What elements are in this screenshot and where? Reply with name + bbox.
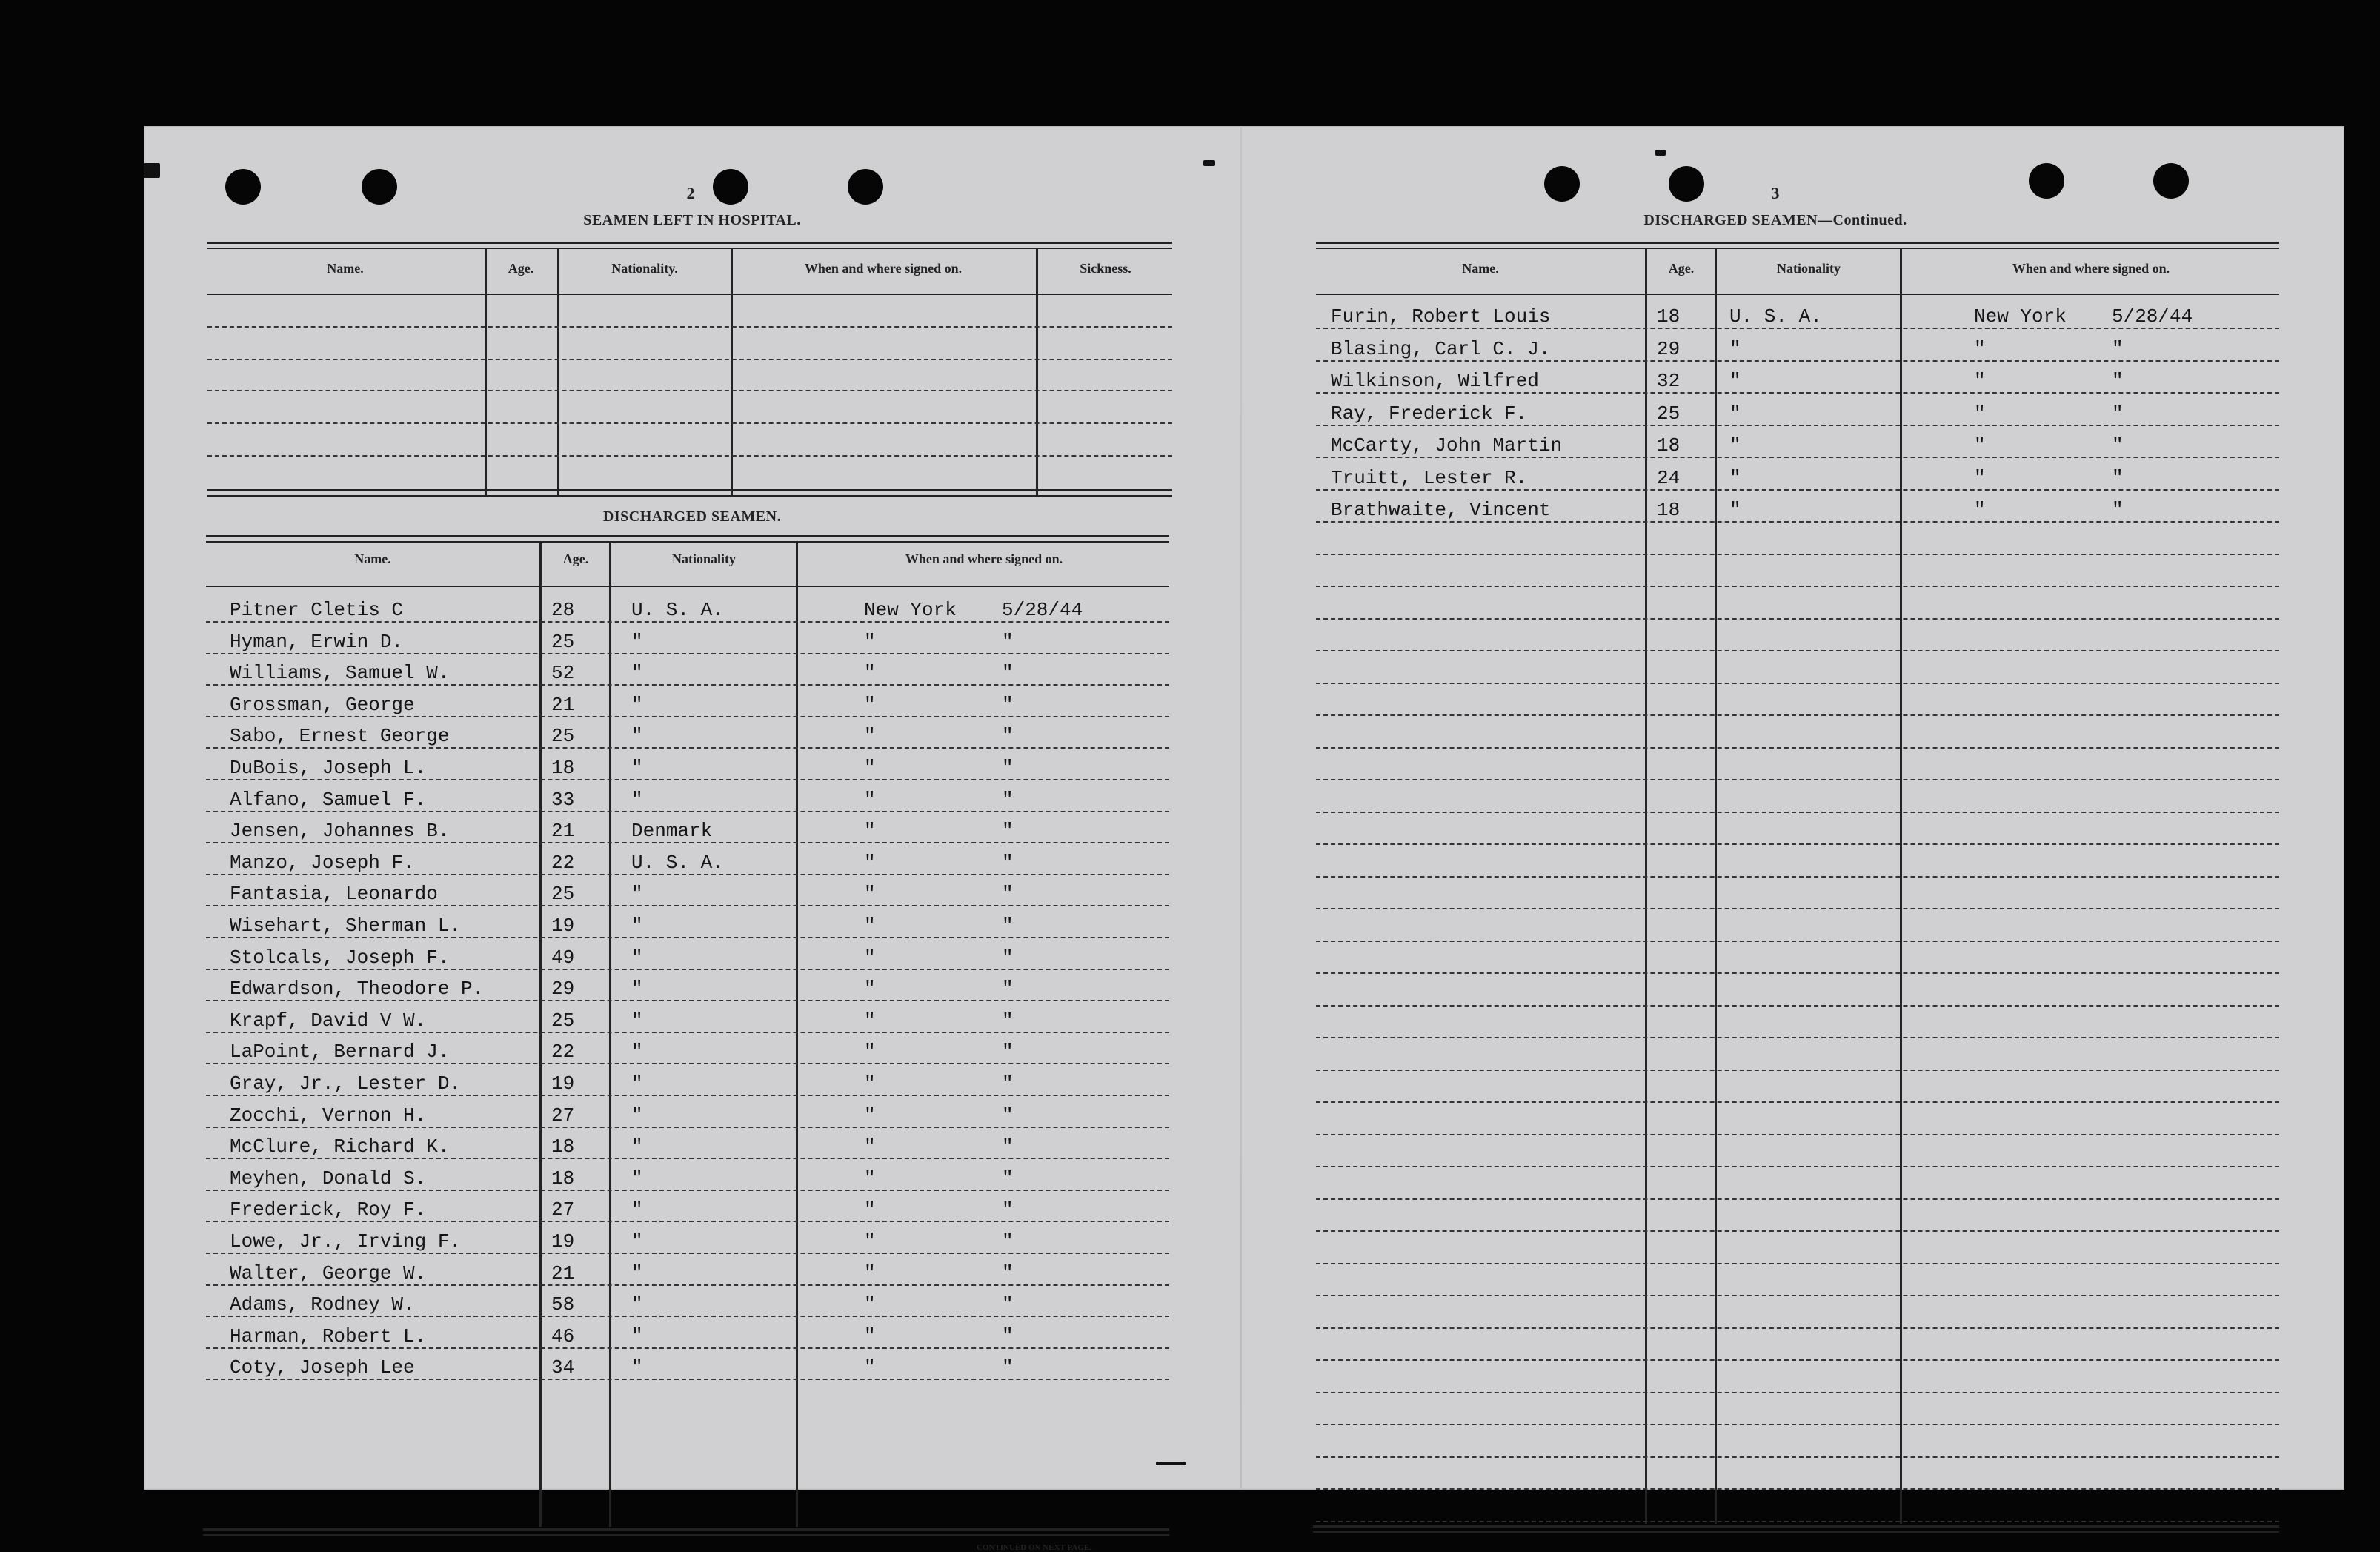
signed-on-date: " <box>2112 434 2124 457</box>
signed-on-place: " <box>864 630 876 653</box>
seaman-nationality: " <box>631 757 643 779</box>
seaman-nationality: " <box>1729 466 1741 489</box>
seaman-age: 34 <box>551 1356 575 1379</box>
row-line <box>1316 618 2279 620</box>
seaman-name: Frederick, Roy F. <box>230 1198 427 1221</box>
seaman-age: 22 <box>551 851 575 874</box>
table-row <box>206 629 1169 654</box>
table-rule <box>206 535 1169 537</box>
seaman-age: 18 <box>551 1135 575 1158</box>
signed-on-place: " <box>864 1324 876 1347</box>
seaman-age: 18 <box>1657 434 1681 457</box>
signed-on-date: " <box>1002 662 1014 685</box>
table-rule <box>207 248 1172 249</box>
table-row <box>1316 433 2279 458</box>
seaman-nationality: " <box>631 725 643 748</box>
row-line <box>1316 876 2279 878</box>
signed-on-place: " <box>1974 402 1986 425</box>
column-divider <box>731 249 733 495</box>
seaman-age: 52 <box>551 662 575 685</box>
row-line <box>1316 1488 2279 1490</box>
seaman-age: 58 <box>551 1293 575 1316</box>
signed-on-date: 5/28/44 <box>1002 599 1083 621</box>
signed-on-date: " <box>1002 725 1014 748</box>
seaman-age: 27 <box>551 1198 575 1221</box>
seaman-age: 46 <box>551 1324 575 1347</box>
signed-on-date: " <box>1002 946 1014 969</box>
seaman-name: McClure, Richard K. <box>230 1135 450 1158</box>
table-row <box>206 1324 1169 1349</box>
seaman-name: Harman, Robert L. <box>230 1324 427 1347</box>
row-line <box>1316 1521 2279 1522</box>
table-row <box>206 1229 1169 1254</box>
seaman-name: Stolcals, Joseph F. <box>230 946 450 969</box>
signed-on-date: " <box>1002 851 1014 874</box>
signed-on-place: " <box>1974 499 1986 521</box>
table-row <box>206 755 1169 780</box>
seaman-name: Brathwaite, Vincent <box>1331 499 1551 521</box>
signed-on-date: 5/28/44 <box>2112 305 2193 328</box>
signed-on-place: " <box>1974 370 1986 392</box>
row-line <box>1316 1327 2279 1329</box>
seaman-age: 21 <box>551 1261 575 1284</box>
signed-on-date: " <box>1002 1293 1014 1316</box>
hospital-section-title: SEAMEN LEFT IN HOSPITAL. <box>583 212 801 228</box>
table-rule <box>1313 1525 2279 1528</box>
seaman-nationality: " <box>631 1324 643 1347</box>
row-line <box>1316 747 2279 749</box>
table-row <box>206 1261 1169 1286</box>
table-row <box>206 1008 1169 1033</box>
header-name: Name. <box>327 261 364 276</box>
table-row <box>206 1197 1169 1222</box>
seaman-nationality: " <box>631 1230 643 1253</box>
signed-on-place: " <box>1974 434 1986 457</box>
signed-on-date: " <box>2112 499 2124 521</box>
signed-on-date: " <box>1002 915 1014 937</box>
seaman-name: Hyman, Erwin D. <box>230 630 404 653</box>
seaman-name: McCarty, John Martin <box>1331 434 1563 457</box>
seaman-name: Furin, Robert Louis <box>1331 305 1551 328</box>
blank-line <box>207 359 1172 360</box>
table-rule <box>207 242 1172 244</box>
header-name: Name. <box>354 551 391 566</box>
seaman-age: 18 <box>1657 305 1681 328</box>
left-page <box>144 126 1240 1552</box>
continued-note: CONTINUED ON NEXT PAGE. <box>977 1543 1091 1552</box>
row-line <box>1316 908 2279 909</box>
seaman-age: 32 <box>1657 370 1681 392</box>
row-line <box>1316 1005 2279 1007</box>
row-line <box>1316 1070 2279 1071</box>
seaman-age: 29 <box>551 978 575 1001</box>
signed-on-date: " <box>1002 1198 1014 1221</box>
seaman-nationality: " <box>631 978 643 1001</box>
seaman-age: 18 <box>551 757 575 779</box>
signed-on-place: " <box>864 725 876 748</box>
header-when-where: When and where signed on. <box>2012 261 2170 276</box>
seaman-name: Alfano, Samuel F. <box>230 788 427 811</box>
seaman-name: Krapf, David V W. <box>230 1009 427 1032</box>
seaman-nationality: " <box>1729 402 1741 425</box>
table-rule <box>203 1534 1169 1536</box>
signed-on-place: " <box>864 883 876 906</box>
seaman-name: Walter, George W. <box>230 1261 427 1284</box>
seaman-name: Wilkinson, Wilfred <box>1331 370 1539 392</box>
signed-on-date: " <box>1002 630 1014 653</box>
table-rule <box>207 294 1172 295</box>
header-when-where: When and where signed on. <box>905 551 1063 566</box>
table-row <box>206 976 1169 1001</box>
signed-on-place: " <box>864 1198 876 1221</box>
seaman-name: Sabo, Ernest George <box>230 725 450 748</box>
table-row <box>206 1292 1169 1317</box>
seaman-age: 25 <box>551 630 575 653</box>
table-rule <box>206 586 1169 587</box>
signed-on-date: " <box>1002 883 1014 906</box>
seaman-name: Meyhen, Donald S. <box>230 1167 427 1190</box>
seaman-name: Grossman, George <box>230 693 415 716</box>
signed-on-date: " <box>1002 1324 1014 1347</box>
table-row <box>206 692 1169 717</box>
table-rule <box>207 495 1172 497</box>
seaman-nationality: U. S. A. <box>1729 305 1822 328</box>
signed-on-place: New York <box>864 599 957 621</box>
seaman-age: 27 <box>551 1104 575 1127</box>
signed-on-place: " <box>1974 466 1986 489</box>
row-line <box>1316 1101 2279 1103</box>
signed-on-place: " <box>864 820 876 843</box>
document-sheet <box>144 126 2344 1552</box>
table-row <box>1316 497 2279 523</box>
seaman-nationality: " <box>631 1293 643 1316</box>
seaman-name: Gray, Jr., Lester D. <box>230 1072 462 1095</box>
table-row <box>206 818 1169 843</box>
seaman-age: 19 <box>551 1072 575 1095</box>
seaman-name: Truitt, Lester R. <box>1331 466 1528 489</box>
seaman-name: DuBois, Joseph L. <box>230 757 427 779</box>
seaman-age: 21 <box>551 820 575 843</box>
seaman-name: Manzo, Joseph F. <box>230 851 415 874</box>
seaman-name: Jensen, Johannes B. <box>230 820 450 843</box>
row-line <box>1316 1295 2279 1296</box>
table-row <box>206 850 1169 875</box>
header-sickness: Sickness. <box>1080 261 1131 276</box>
signed-on-date: " <box>1002 1261 1014 1284</box>
row-line <box>1316 554 2279 555</box>
signed-on-place: " <box>1974 337 1986 360</box>
row-line <box>1316 1198 2279 1200</box>
signed-on-date: " <box>1002 978 1014 1001</box>
seaman-age: 28 <box>551 599 575 621</box>
table-row <box>206 1039 1169 1064</box>
signed-on-place: " <box>864 1072 876 1095</box>
row-line <box>1316 1230 2279 1232</box>
signed-on-date: " <box>2112 370 2124 392</box>
seaman-age: 19 <box>551 1230 575 1253</box>
seaman-nationality: " <box>631 1072 643 1095</box>
header-age: Age. <box>508 261 534 276</box>
signed-on-date: " <box>1002 1135 1014 1158</box>
seaman-nationality: " <box>631 1041 643 1064</box>
seaman-name: Pitner Cletis C <box>230 599 404 621</box>
table-rule <box>1316 294 2279 295</box>
table-row <box>1316 336 2279 362</box>
table-row <box>206 1103 1169 1128</box>
column-divider <box>557 249 559 495</box>
row-line <box>1316 1392 2279 1393</box>
table-row <box>206 1134 1169 1159</box>
signed-on-place: " <box>864 788 876 811</box>
signed-on-date: " <box>1002 757 1014 779</box>
seaman-age: 18 <box>551 1167 575 1190</box>
signed-on-date: " <box>1002 693 1014 716</box>
table-row <box>206 881 1169 906</box>
signed-on-place: " <box>864 1167 876 1190</box>
column-divider <box>1036 249 1038 495</box>
table-rule <box>1316 242 2279 244</box>
table-rule <box>207 489 1172 491</box>
seaman-name: Blasing, Carl C. J. <box>1331 337 1551 360</box>
seaman-nationality: Denmark <box>631 820 713 843</box>
seaman-nationality: " <box>631 946 643 969</box>
signed-on-date: " <box>1002 1167 1014 1190</box>
seaman-name: Edwardson, Theodore P. <box>230 978 485 1001</box>
seaman-age: 25 <box>551 725 575 748</box>
row-line <box>1316 1134 2279 1135</box>
signed-on-place: " <box>864 757 876 779</box>
header-when-where: When and where signed on. <box>804 261 963 276</box>
seaman-nationality: " <box>631 693 643 716</box>
row-line <box>1316 1263 2279 1264</box>
signed-on-date: " <box>2112 466 2124 489</box>
header-name: Name. <box>1462 261 1499 276</box>
seaman-age: 49 <box>551 946 575 969</box>
table-row <box>1316 368 2279 394</box>
row-line <box>1316 779 2279 780</box>
signed-on-place: " <box>864 851 876 874</box>
signed-on-date: " <box>2112 402 2124 425</box>
table-row <box>1316 304 2279 329</box>
row-line <box>1316 941 2279 942</box>
blank-line <box>207 422 1172 424</box>
seaman-nationality: " <box>631 788 643 811</box>
table-row <box>206 1166 1169 1191</box>
seaman-nationality: " <box>631 1356 643 1379</box>
header-nationality: Nationality. <box>611 261 678 276</box>
seaman-nationality: " <box>631 1261 643 1284</box>
seaman-nationality: " <box>1729 337 1741 360</box>
seaman-name: Ray, Frederick F. <box>1331 402 1528 425</box>
seaman-nationality: " <box>1729 370 1741 392</box>
signed-on-date: " <box>1002 1356 1014 1379</box>
seaman-nationality: " <box>631 630 643 653</box>
seaman-name: Coty, Joseph Lee <box>230 1356 415 1379</box>
seaman-name: Fantasia, Leonardo <box>230 883 438 906</box>
seaman-name: Zocchi, Vernon H. <box>230 1104 427 1127</box>
signed-on-place: " <box>864 915 876 937</box>
seaman-name: Lowe, Jr., Irving F. <box>230 1230 462 1253</box>
seaman-age: 25 <box>551 883 575 906</box>
seaman-age: 25 <box>551 1009 575 1032</box>
signed-on-place: " <box>864 1230 876 1253</box>
signed-on-date: " <box>1002 820 1014 843</box>
row-line <box>1316 972 2279 974</box>
signed-on-place: " <box>864 1104 876 1127</box>
table-row <box>206 1355 1169 1380</box>
blank-line <box>207 455 1172 457</box>
discharged-section-title: DISCHARGED SEAMEN. <box>602 508 782 525</box>
seaman-age: 22 <box>551 1041 575 1064</box>
row-line <box>1316 714 2279 716</box>
table-rule <box>206 541 1169 543</box>
seaman-name: Wisehart, Sherman L. <box>230 915 462 937</box>
signed-on-date: " <box>1002 1104 1014 1127</box>
table-row <box>1316 465 2279 491</box>
seaman-age: 24 <box>1657 466 1681 489</box>
seaman-age: 18 <box>1657 499 1681 521</box>
row-line <box>1316 650 2279 651</box>
seaman-age: 19 <box>551 915 575 937</box>
signed-on-date: " <box>2112 337 2124 360</box>
signed-on-place: " <box>864 662 876 685</box>
seaman-nationality: " <box>631 1167 643 1190</box>
signed-on-date: " <box>1002 1041 1014 1064</box>
seaman-name: Williams, Samuel W. <box>230 662 450 685</box>
signed-on-place: " <box>864 693 876 716</box>
signed-on-place: " <box>864 1356 876 1379</box>
signed-on-place: " <box>864 978 876 1001</box>
row-line <box>1316 1037 2279 1038</box>
seaman-age: 25 <box>1657 402 1681 425</box>
row-line <box>1316 1359 2279 1361</box>
seaman-nationality: " <box>631 883 643 906</box>
table-row <box>206 660 1169 686</box>
table-row <box>206 945 1169 970</box>
seaman-nationality: " <box>1729 434 1741 457</box>
seaman-age: 21 <box>551 693 575 716</box>
row-line <box>1316 812 2279 813</box>
seaman-nationality: " <box>631 1009 643 1032</box>
header-age: Age. <box>562 551 589 566</box>
signed-on-date: " <box>1002 788 1014 811</box>
signed-on-place: " <box>864 1041 876 1064</box>
signed-on-place: " <box>864 1135 876 1158</box>
signed-on-place: " <box>864 1009 876 1032</box>
row-line <box>1316 843 2279 845</box>
table-row <box>206 913 1169 938</box>
seaman-name: LaPoint, Bernard J. <box>230 1041 450 1064</box>
table-row <box>206 1071 1169 1096</box>
table-rule <box>1313 1531 2279 1533</box>
seaman-age: 29 <box>1657 337 1681 360</box>
blank-line <box>207 390 1172 391</box>
seaman-age: 33 <box>551 788 575 811</box>
seaman-nationality: " <box>631 915 643 937</box>
row-line <box>1316 1456 2279 1458</box>
signed-on-place: " <box>864 946 876 969</box>
right-page <box>1242 126 2344 1490</box>
row-line <box>1316 586 2279 587</box>
signed-on-place: " <box>864 1293 876 1316</box>
signed-on-date: " <box>1002 1230 1014 1253</box>
header-nationality: Nationality <box>1776 261 1841 276</box>
table-row <box>206 723 1169 749</box>
seaman-nationality: " <box>631 1198 643 1221</box>
seaman-nationality: " <box>631 1104 643 1127</box>
table-row <box>1316 401 2279 426</box>
column-divider <box>485 249 487 495</box>
seaman-nationality: " <box>631 662 643 685</box>
table-rule <box>203 1528 1169 1531</box>
header-age: Age. <box>1668 261 1695 276</box>
page-number: 2 <box>686 184 695 202</box>
row-line <box>1316 1166 2279 1167</box>
table-row <box>206 787 1169 812</box>
table-row <box>206 597 1169 623</box>
signed-on-date: " <box>1002 1009 1014 1032</box>
seaman-nationality: " <box>1729 499 1741 521</box>
table-rule <box>1316 248 2279 249</box>
seaman-nationality: U. S. A. <box>631 599 724 621</box>
row-line <box>1316 683 2279 684</box>
seaman-name: Adams, Rodney W. <box>230 1293 415 1316</box>
signed-on-place: " <box>864 1261 876 1284</box>
header-nationality: Nationality <box>671 551 736 566</box>
page-number: 3 <box>1771 184 1780 202</box>
signed-on-date: " <box>1002 1072 1014 1095</box>
blank-line <box>207 326 1172 328</box>
seaman-nationality: U. S. A. <box>631 851 724 874</box>
seaman-nationality: " <box>631 1135 643 1158</box>
discharged-continued-title: DISCHARGED SEAMEN—Continued. <box>1643 212 1907 228</box>
signed-on-place: New York <box>1974 305 2067 328</box>
row-line <box>1316 1424 2279 1425</box>
